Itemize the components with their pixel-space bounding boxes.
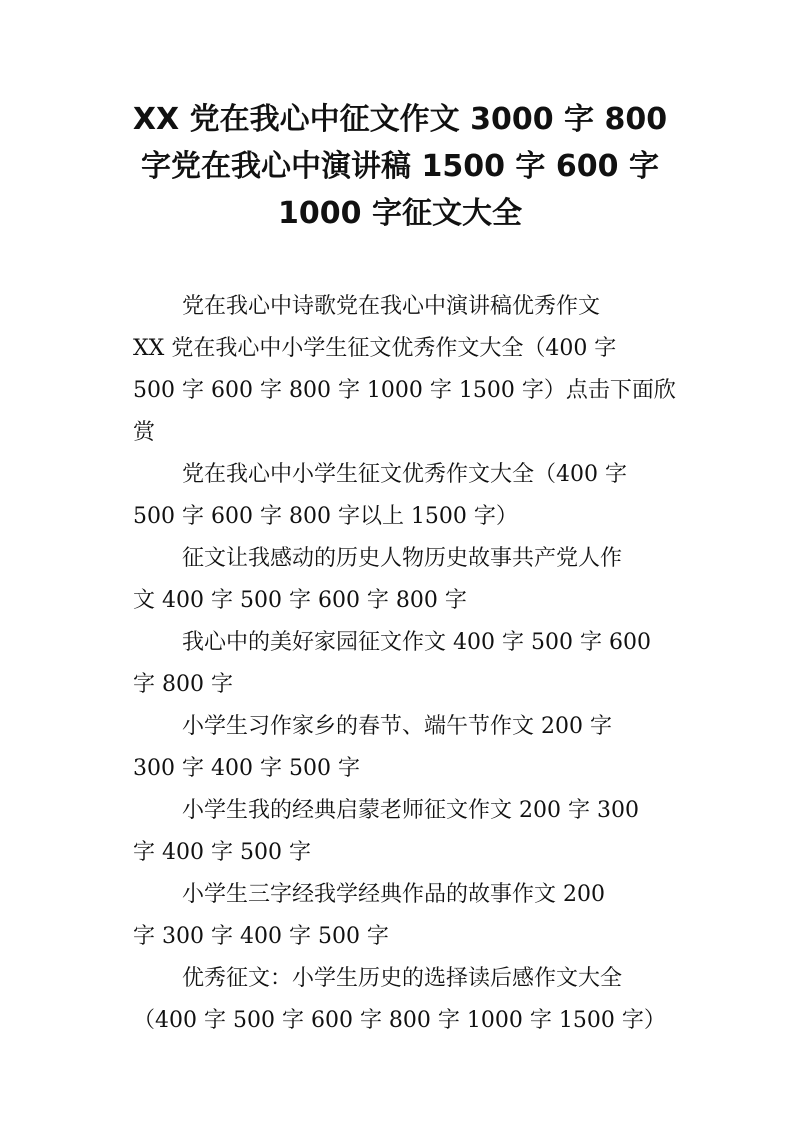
paragraph-line: 字 800 字 [133, 672, 233, 697]
paragraph-line: XX 党在我心中小学生征文优秀作文大全（400 字 [133, 336, 617, 361]
paragraph-line: 我心中的美好家园征文作文 400 字 500 字 600 [182, 630, 651, 655]
paragraph [133, 874, 673, 958]
paragraph [133, 706, 673, 790]
paragraph [133, 622, 673, 706]
paragraph-line: 小学生三字经我学经典作品的故事作文 200 [182, 882, 605, 907]
title-line: 1000 字征文大全 [278, 196, 522, 231]
title-line: 字党在我心中演讲稿 1500 字 600 字 [141, 149, 659, 184]
paragraph-line: 党在我心中小学生征文优秀作文大全（400 字 [182, 462, 627, 487]
paragraph-line: （400 字 500 字 600 字 800 字 1000 字 1500 字） [133, 1008, 666, 1033]
title-line: XX 党在我心中征文作文 3000 字 800 [132, 102, 668, 137]
paragraph-line: 小学生习作家乡的春节、端午节作文 200 字 [182, 714, 612, 739]
paragraph-line: 征文让我感动的历史人物历史故事共产党人作 [182, 546, 623, 571]
paragraph [133, 286, 676, 454]
paragraph [133, 958, 673, 1042]
paragraph-line: 小学生我的经典启蒙老师征文作文 200 字 300 [182, 798, 639, 823]
paragraph-line: 字 300 字 400 字 500 字 [133, 924, 389, 949]
paragraph-line: 赏 [133, 420, 156, 445]
paragraph-line: 500 字 600 字 800 字以上 1500 字） [133, 504, 518, 529]
paragraph [133, 790, 673, 874]
document-body [133, 286, 676, 1042]
document-title [120, 96, 680, 237]
paragraph [133, 454, 673, 538]
paragraph-line: 文 400 字 500 字 600 字 800 字 [133, 588, 467, 613]
paragraph-line: 字 400 字 500 字 [133, 840, 311, 865]
paragraph [133, 538, 673, 622]
paragraph-line: 党在我心中诗歌党在我心中演讲稿优秀作文 [182, 294, 601, 319]
paragraph-line: 优秀征文：小学生历史的选择读后感作文大全 [182, 966, 623, 991]
paragraph-line: 300 字 400 字 500 字 [133, 756, 360, 781]
paragraph-line: 500 字 600 字 800 字 1000 字 1500 字）点击下面欣 [133, 378, 676, 403]
